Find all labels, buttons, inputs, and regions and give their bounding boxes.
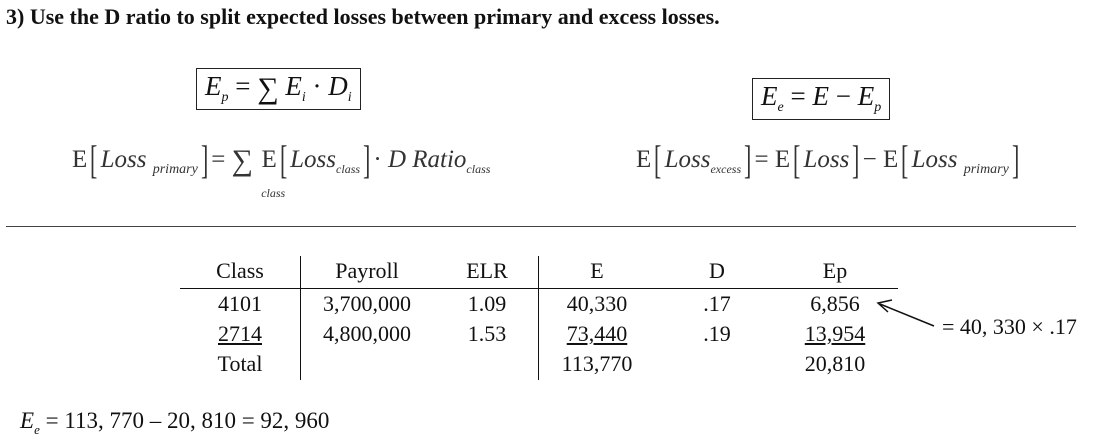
fe-eq: = <box>790 81 806 111</box>
ef-loss2: Loss <box>803 146 850 173</box>
pf-dratio-sub: class <box>466 162 491 176</box>
pf-sigma-under: class <box>261 186 286 200</box>
ef-excess-sub: excess <box>710 162 742 176</box>
pf-dot: · <box>373 146 382 173</box>
section-heading: 3) Use the D ratio to split expected losses between primary and excess losses. <box>6 4 720 29</box>
table-cell: 3,700,000 <box>323 291 411 316</box>
fe-minus: − <box>835 81 851 111</box>
fp-term2: D <box>328 71 348 101</box>
loss-table <box>180 256 900 386</box>
br-lhs-sub: e <box>34 422 40 437</box>
fp-term1: E <box>285 71 302 101</box>
ef-close-bracket2: ] <box>852 137 860 182</box>
table-cell: Total <box>217 351 263 376</box>
table-cell: 20,810 <box>804 351 866 376</box>
pf-open-bracket2: [ <box>279 137 288 182</box>
fp-sigma: ∑ <box>257 72 279 105</box>
ef-e2: E <box>774 146 791 173</box>
fp-eq: = <box>235 71 251 101</box>
ef-minus: − <box>862 146 877 173</box>
ef-e: E <box>636 146 652 173</box>
pf-e: E <box>72 146 88 173</box>
pf-sigma: ∑ <box>231 144 253 177</box>
col-header-d: D <box>709 258 725 283</box>
table-cell: 4101 <box>218 291 262 316</box>
excess-loss-formula <box>636 137 1022 182</box>
ef-loss3: Loss <box>911 146 958 173</box>
ep-annotation: = 40, 330 × .17 <box>942 314 1077 339</box>
ef-open-bracket: [ <box>654 137 662 182</box>
fe-lhs-sub: e <box>777 100 784 115</box>
pf-primary-sub: primary <box>152 162 198 177</box>
table-cell: 4,800,000 <box>323 321 411 346</box>
fp-term1-sub: i <box>301 90 306 105</box>
br-lhs: E <box>20 408 35 433</box>
excess-result <box>20 408 330 437</box>
table-cell: 2714 <box>218 321 262 346</box>
table-cell: 1.09 <box>467 291 507 316</box>
table-cell: .19 <box>703 321 731 346</box>
ef-primary-sub: primary <box>963 162 1009 177</box>
pf-class-sub: class <box>336 162 361 176</box>
arrow-icon <box>872 296 936 332</box>
fp-lhs: E <box>205 71 222 101</box>
table-cell: 73,440 <box>566 321 628 346</box>
table-cell: 13,954 <box>804 321 866 346</box>
ef-open-bracket3: [ <box>901 137 909 182</box>
primary-loss-formula: E[ Loss $_{primary}$] = ∑ $_{class}$E[ Loss$_{class}$] · D Ratio$_{class}$ <box>72 137 491 200</box>
col-divider-2 <box>538 256 539 380</box>
col-header-elr: ELR <box>466 258 508 283</box>
col-header-ep: Ep <box>822 258 848 283</box>
divider <box>6 226 1076 227</box>
fe-rhs2: E <box>857 81 875 111</box>
pf-dratio: D Ratio <box>387 146 467 173</box>
col-divider-1 <box>300 256 301 380</box>
fp-lhs-sub: p <box>221 90 229 105</box>
ef-close-bracket: ] <box>744 137 752 182</box>
pf-open-bracket: [ <box>90 137 98 182</box>
col-header-e: E <box>590 258 604 283</box>
table-cell: 113,770 <box>561 351 633 376</box>
ef-loss: Loss <box>664 146 711 173</box>
table-cell: 1.53 <box>467 321 507 346</box>
table-cell: .17 <box>703 291 731 316</box>
fe-rhs1: E <box>812 81 829 111</box>
ef-eq: = <box>754 146 769 173</box>
ef-e3: E <box>883 146 899 173</box>
pf-sigma-group <box>231 144 286 200</box>
ef-open-bracket2: [ <box>793 137 801 182</box>
ef-close-bracket3: ] <box>1011 137 1020 182</box>
pf-close-bracket: ] <box>200 137 209 182</box>
primary-formula-box <box>196 68 361 110</box>
fe-lhs: E <box>761 81 778 111</box>
fp-dot: · <box>312 71 322 101</box>
table-cell: 6,856 <box>810 291 860 316</box>
excess-formula-box <box>752 78 890 120</box>
header-rule <box>180 288 898 289</box>
pf-eq: = <box>211 146 226 173</box>
pf-close-bracket2: ] <box>363 137 371 182</box>
fp-term2-sub: i <box>347 90 352 105</box>
pf-loss: Loss <box>100 146 147 173</box>
col-header-class: Class <box>216 258 264 283</box>
pf-loss2: Loss <box>290 146 337 173</box>
fe-rhs2-sub: p <box>874 100 882 115</box>
col-header-payroll: Payroll <box>335 258 399 283</box>
table-cell: 40,330 <box>566 291 628 316</box>
br-rhs: = 113, 770 – 20, 810 = 92, 960 <box>45 408 330 433</box>
